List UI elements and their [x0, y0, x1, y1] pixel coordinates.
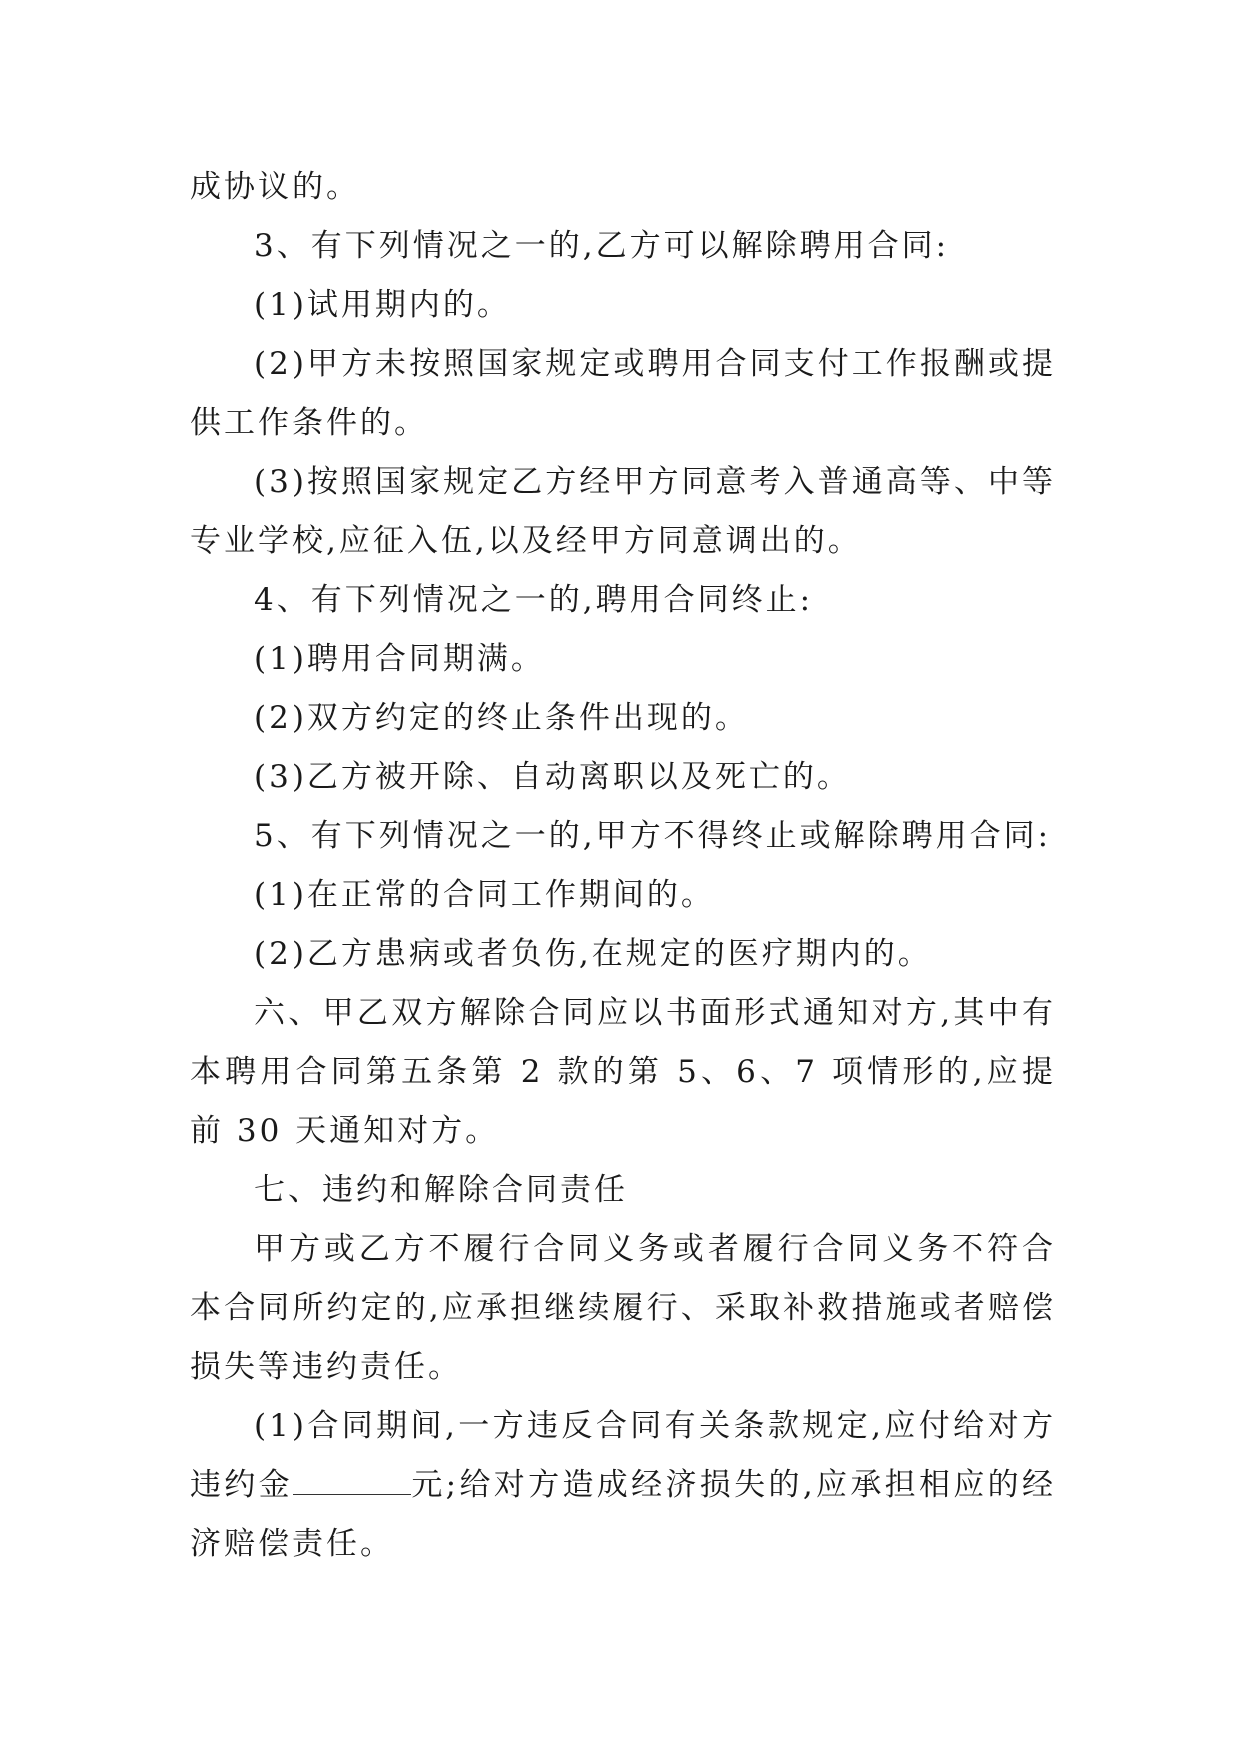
- clause-4-item-3: (3)乙方被开除、自动离职以及死亡的。: [254, 759, 851, 795]
- clause-3-item-1: (1)试用期内的。: [254, 287, 511, 323]
- clause-3-heading: 3、有下列情况之一的,乙方可以解除聘用合同:: [254, 228, 950, 264]
- section-7-item-1: [190, 1397, 1056, 1574]
- clause-3-item-2: (2)甲方未按照国家规定或聘用合同支付工作报酬或提供工作条件的。: [190, 346, 1056, 441]
- clause-5-item-2: (2)乙方患病或者负伤,在规定的医疗期内的。: [254, 936, 932, 972]
- penalty-amount-blank: [293, 1466, 411, 1495]
- clause-4-item-1: (1)聘用合同期满。: [254, 641, 545, 677]
- paragraph-continuation: 成协议的。: [190, 169, 360, 205]
- item-1-text-before-blank: (1)合同期间,一方违反合同有关条款规定,应付给对方违约金: [190, 1408, 1056, 1503]
- section-7-heading: 七、违约和解除合同责任: [254, 1172, 628, 1208]
- clause-4-heading: 4、有下列情况之一的,聘用合同终止:: [254, 582, 814, 618]
- document-body: [190, 158, 1056, 1574]
- clause-5-item-1: (1)在正常的合同工作期间的。: [254, 877, 715, 913]
- clause-3-item-3: (3)按照国家规定乙方经甲方同意考入普通高等、中等专业学校,应征入伍,以及经甲方同意调出的。: [190, 464, 1056, 559]
- item-1-text-after-blank: 元;给对方造成经济损失的,应承担相应的经济赔偿责任。: [190, 1467, 1057, 1562]
- section-7-paragraph: 甲方或乙方不履行合同义务或者履行合同义务不符合本合同所约定的,应承担继续履行、采取补救措施或者赔偿损失等违约责任。: [190, 1231, 1056, 1385]
- section-6-paragraph: 六、甲乙双方解除合同应以书面形式通知对方,其中有本聘用合同第五条第 2 款的第 5、6、7 项情形的,应提前 30 天通知对方。: [190, 995, 1056, 1149]
- clause-5-heading: 5、有下列情况之一的,甲方不得终止或解除聘用合同:: [254, 818, 1052, 854]
- clause-4-item-2: (2)双方约定的终止条件出现的。: [254, 700, 749, 736]
